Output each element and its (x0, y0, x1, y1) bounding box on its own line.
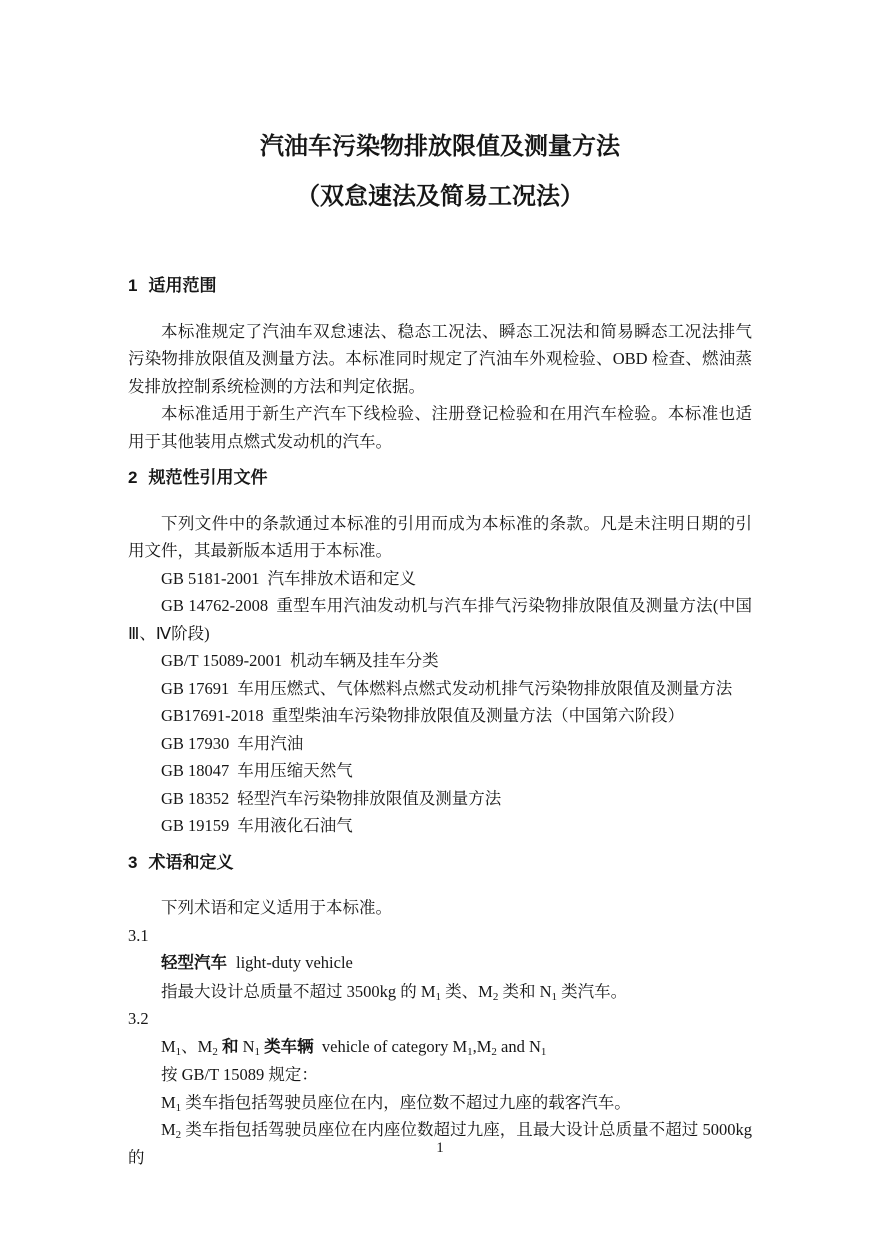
reference-item (128, 757, 752, 785)
reference-code: GB 5181-2001 (161, 568, 260, 588)
reference-item (128, 785, 752, 813)
scope-paragraph-1: 本标准规定了汽油车双怠速法、稳态工况法、瞬态工况法和简易瞬态工况法排气污染物排放限值及测量方法。本标准同时规定了汽油车外观检验、OBD 检查、燃油蒸发排放控制系统检测的方法和判定依据。 (128, 321, 752, 396)
terms-intro: 下列术语和定义适用于本标准。 (161, 898, 392, 917)
reference-code: GB/T 15089-2001 (161, 651, 283, 670)
section-scope-heading (128, 272, 752, 300)
reference-item (128, 592, 752, 647)
reference-title: 重型车用汽油发动机与汽车排气污染物排放限值及测量方法(中国Ⅲ、Ⅳ阶段) (128, 596, 753, 643)
reference-code: GB 14762-2008 (161, 596, 269, 615)
term-3-2-m2-definition: $M_2$ 类车指包括驾驶员座位在内座位数超过九座，且最大设计总质量不超过 5000kg 的 (128, 1120, 757, 1167)
reference-code: GB17691-2018 (161, 706, 264, 725)
section-heading-label: 规范性引用文件 (148, 468, 268, 487)
term-3-2-rule: 按 GB/T 15089 规定： (161, 1065, 318, 1084)
reference-title: 轻型汽车污染物排放限值及测量方法 (237, 788, 502, 808)
reference-title: 车用压燃式、气体燃料点燃式发动机排气污染物排放限值及测量方法 (237, 678, 733, 698)
document-title: 汽油车污染物排放限值及测量方法 (260, 133, 620, 160)
reference-code: GB 18047 (161, 761, 230, 780)
reference-item (128, 565, 752, 593)
reference-title: 车用汽油 (237, 733, 304, 753)
term-number-3-1: 3.1 (128, 925, 149, 945)
reference-item (128, 675, 752, 703)
reference-code: GB 18352 (161, 788, 230, 808)
reference-list (128, 565, 752, 840)
term-number-3-2: 3.2 (128, 1009, 149, 1028)
reference-title: 车用压缩天然气 (237, 761, 353, 780)
reference-item (128, 812, 752, 840)
reference-title: 重型柴油车污染物排放限值及测量方法（中国第六阶段） (271, 706, 685, 725)
reference-title: 汽车排放术语和定义 (267, 568, 417, 588)
section-terms (128, 849, 757, 1172)
section-scope (128, 272, 752, 455)
reference-title: 车用液化石油气 (237, 816, 353, 835)
reference-title: 机动车辆及挂车分类 (290, 651, 439, 670)
scope-paragraph-2: 本标准适用于新生产汽车下线检验、注册登记检验和在用汽车检验。本标准也适用于其他装用点燃式发动机的汽车。 (128, 404, 752, 451)
term-3-1-definition: 指最大设计总质量不超过 3500kg 的 $M_1$ 类、$M_2$ 类和 $N_1$ 类汽车。 (161, 981, 628, 1003)
section-number: 2 (128, 468, 138, 487)
section-references (128, 464, 752, 840)
term-en-label: light-duty vehicle (236, 953, 353, 972)
section-number: 3 (128, 852, 138, 872)
reference-code: GB 19159 (161, 816, 230, 835)
page-number: 1 (436, 1140, 444, 1156)
term-3-2-m1-definition: $M_1$ 类车指包括驾驶员座位在内，座位数不超过九座的载客汽车。 (161, 1092, 631, 1114)
term-3-1-title (128, 949, 752, 978)
reference-item (128, 730, 752, 758)
reference-code: GB 17691 (161, 678, 230, 698)
reference-item (128, 647, 752, 675)
section-number: 1 (128, 276, 138, 295)
references-intro: 下列文件中的条款通过本标准的引用而成为本标准的条款。凡是未注明日期的引用文件，其最新版本适用于本标准。 (128, 513, 752, 560)
section-terms-heading (128, 849, 752, 877)
reference-code: GB 17930 (161, 733, 230, 753)
section-heading-label: 术语和定义 (148, 852, 234, 872)
section-heading-label: 适用范围 (148, 276, 217, 295)
term-cn-label: 轻型汽车 (161, 954, 227, 972)
document-subtitle: （双怠速法及简易工况法） (296, 183, 584, 210)
term-3-2-title: $M_1$、$M_2$ 和 $N_1$ 类车辆 vehicle of category $M_1,M_2$ and $N_1$ (161, 1036, 547, 1058)
reference-item (128, 702, 752, 730)
section-references-heading (128, 464, 752, 492)
